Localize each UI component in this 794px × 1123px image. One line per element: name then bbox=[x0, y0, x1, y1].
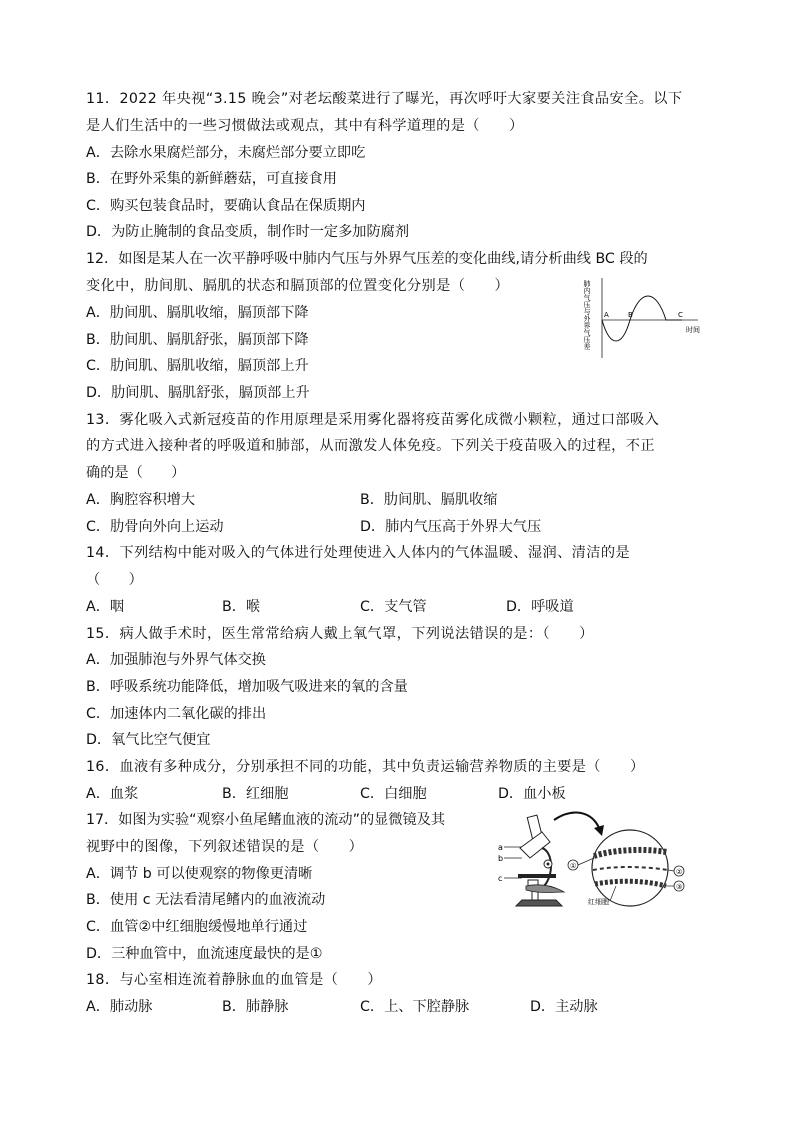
curve-point-b: B bbox=[628, 311, 633, 319]
vessel-label-3: ③ bbox=[676, 883, 683, 891]
q11-option-a: A．去除水果腐烂部分，未腐烂部分要立即吃 bbox=[86, 145, 366, 161]
q16-option-a: A．血浆 bbox=[86, 786, 139, 802]
q17-option-b: B．使用 c 无法看清尾鳍内的血液流动 bbox=[86, 892, 326, 908]
microscope-label-c: c bbox=[498, 874, 503, 883]
q12-option-a: A．肋间肌、膈肌收缩，膈顶部下降 bbox=[86, 305, 309, 321]
pressure-x-axis-label: 时间 bbox=[686, 326, 700, 334]
microscope-label-b: b bbox=[498, 854, 504, 863]
q13-stem-line-3: 确的是（ ） bbox=[86, 465, 186, 481]
arrow-head-icon bbox=[594, 825, 604, 836]
microscope-label-a: a bbox=[498, 843, 503, 852]
q18-option-c: C．上、下腔静脉 bbox=[360, 999, 470, 1015]
q11-stem-line-2: 是人们生活中的一些习惯做法或观点，其中有科学道理的是（ ） bbox=[86, 118, 524, 134]
q16-option-c: C．白细胞 bbox=[360, 786, 427, 802]
red-blood-cell-label: 红细胞 bbox=[588, 898, 609, 906]
q13-option-c: C．肋骨向外向上运动 bbox=[86, 519, 224, 535]
q16-stem-line-1: 16．血液有多种成分，分别承担不同的功能，其中负责运输营养物质的主要是（ ） bbox=[86, 759, 645, 775]
q14-stem-line-1: 14．下列结构中能对吸入的气体进行处理使进入人体内的气体温暖、湿润、清洁的是 bbox=[86, 545, 631, 561]
q15-stem-line-1: 15．病人做手术时，医生常常给病人戴上氧气罩，下列说法错误的是：（ ） bbox=[86, 626, 594, 642]
q11-option-d: D．为防止腌制的食品变质，制作时一定多加防腐剂 bbox=[86, 224, 410, 240]
q13-option-b: B．肋间肌、膈肌收缩 bbox=[360, 492, 498, 508]
q13-option-a: A．胸腔容积增大 bbox=[86, 492, 196, 508]
vessel-label-2: ② bbox=[676, 868, 683, 876]
q17-option-d: D．三种血管中，血流速度最快的是① bbox=[86, 946, 323, 962]
q17-option-a: A．调节 b 可以使观察的物像更清晰 bbox=[86, 866, 313, 882]
q12-stem-line-1: 12．如图是某人在一次平静呼吸中肺内气压与外界气压差的变化曲线,请分析曲线 BC 段的 bbox=[86, 251, 648, 267]
q18-option-a: A．肺动脉 bbox=[86, 999, 153, 1015]
microscope-drawing bbox=[504, 815, 564, 906]
q17-stem-line-2: 视野中的图像，下列叙述错误的是（ ） bbox=[86, 839, 364, 855]
q18-stem-line-1: 18．与心室相连流着静脉血的血管是（ ） bbox=[86, 972, 383, 988]
q15-option-c: C．加速体内二氧化碳的排出 bbox=[86, 706, 267, 722]
q17-option-c: C．血管②中红细胞缓慢地单行通过 bbox=[86, 919, 308, 935]
microscope-figure bbox=[492, 808, 698, 918]
q14-option-d: D．呼吸道 bbox=[506, 599, 574, 615]
curved-arrow-icon bbox=[554, 813, 600, 830]
q12-option-d: D．肋间肌、膈肌舒张，膈顶部上升 bbox=[86, 385, 310, 401]
q14-option-c: C．支气管 bbox=[360, 599, 427, 615]
q12-option-b: B．肋间肌、膈肌舒张，膈顶部下降 bbox=[86, 332, 309, 348]
curve-point-a: A bbox=[604, 311, 609, 319]
curve-point-c: C bbox=[678, 311, 683, 319]
q15-option-b: B．呼吸系统功能降低，增加吸气吸进来的氧的含量 bbox=[86, 679, 408, 695]
q14-stem-line-2: （ ） bbox=[86, 572, 143, 588]
q18-option-b: B．肺静脉 bbox=[222, 999, 289, 1015]
q11-option-b: B．在野外采集的新鲜蘑菇，可直接食用 bbox=[86, 171, 337, 187]
q14-option-b: B．喉 bbox=[222, 599, 261, 615]
pressure-y-axis-label: 肺内气压与外界气压差 bbox=[583, 280, 591, 350]
q13-stem-line-2: 的方式进入接种者的呼吸道和肺部，从而激发人体免疫。下列关于疫苗吸入的过程，不正 bbox=[86, 438, 655, 454]
q12-stem-line-2: 变化中，肋间肌、膈肌的状态和膈顶部的位置变化分别是（ ） bbox=[86, 278, 510, 294]
q16-option-b: B．红细胞 bbox=[222, 786, 289, 802]
q13-option-d: D．肺内气压高于外界大气压 bbox=[360, 519, 542, 535]
field-of-view bbox=[592, 830, 668, 906]
q17-stem-line-1: 17．如图为实验“观察小鱼尾鳍血液的流动”的显微镜及其 bbox=[86, 812, 446, 828]
q12-option-c: C．肋间肌、膈肌收缩，膈顶部上升 bbox=[86, 358, 309, 374]
q11-stem-line-1: 11．2022 年央视“3.15 晚会”对老坛酸菜进行了曝光，再次呼吁大家要关注食品安全。以下 bbox=[86, 91, 683, 107]
q16-option-d: D．血小板 bbox=[498, 786, 566, 802]
q11-option-c: C．购买包装食品时，要确认食品在保质期内 bbox=[86, 198, 366, 214]
q13-stem-line-1: 13．雾化吸入式新冠疫苗的作用原理是采用雾化器将疫苗雾化成微小颗粒，通过口部吸入 bbox=[86, 412, 660, 428]
q14-option-a: A．咽 bbox=[86, 599, 125, 615]
q15-option-a: A．加强肺泡与外界气体交换 bbox=[86, 652, 266, 668]
pressure-curve-line bbox=[602, 296, 682, 341]
q18-option-d: D．主动脉 bbox=[530, 999, 598, 1015]
pressure-curve-figure bbox=[583, 270, 708, 380]
vessel-label-1: ① bbox=[570, 862, 577, 870]
q15-option-d: D．氧气比空气便宜 bbox=[86, 732, 211, 748]
